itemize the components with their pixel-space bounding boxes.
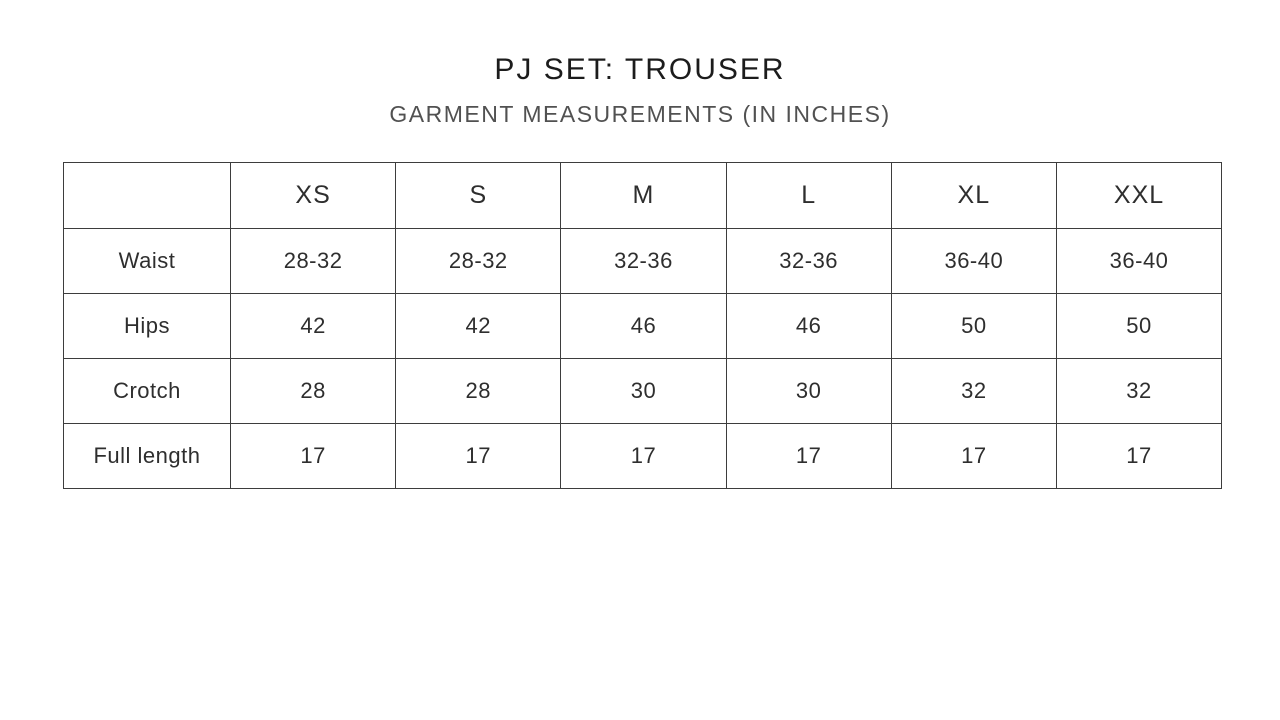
table-row-crotch bbox=[64, 359, 1222, 424]
size-column-header-s: S bbox=[396, 163, 561, 229]
table-row-hips bbox=[64, 294, 1222, 359]
page-subtitle: GARMENT MEASUREMENTS (IN INCHES) bbox=[389, 101, 891, 127]
row-label-crotch: Crotch bbox=[64, 359, 231, 424]
table-cell: 46 bbox=[561, 294, 726, 359]
table-cell: 32 bbox=[1056, 359, 1221, 424]
page-title: PJ SET: TROUSER bbox=[494, 53, 786, 86]
corner-cell bbox=[64, 163, 231, 229]
table-cell: 17 bbox=[561, 424, 726, 489]
table-cell: 30 bbox=[561, 359, 726, 424]
table-cell: 42 bbox=[231, 294, 396, 359]
row-label-hips: Hips bbox=[64, 294, 231, 359]
table-cell: 36-40 bbox=[1056, 229, 1221, 294]
row-label-full-length: Full length bbox=[64, 424, 231, 489]
table-cell: 32-36 bbox=[561, 229, 726, 294]
table-cell: 36-40 bbox=[891, 229, 1056, 294]
size-column-header-xxl: XXL bbox=[1056, 163, 1221, 229]
table-row-full-length bbox=[64, 424, 1222, 489]
table-header-row bbox=[64, 163, 1222, 229]
table-cell: 42 bbox=[396, 294, 561, 359]
table-cell: 17 bbox=[726, 424, 891, 489]
size-column-header-m: M bbox=[561, 163, 726, 229]
size-column-header-xl: XL bbox=[891, 163, 1056, 229]
table-cell: 28 bbox=[396, 359, 561, 424]
table-cell: 32-36 bbox=[726, 229, 891, 294]
table-cell: 30 bbox=[726, 359, 891, 424]
table-cell: 50 bbox=[1056, 294, 1221, 359]
table-cell: 17 bbox=[396, 424, 561, 489]
table-cell: 28 bbox=[231, 359, 396, 424]
table-cell: 17 bbox=[231, 424, 396, 489]
size-column-header-xs: XS bbox=[231, 163, 396, 229]
table-cell: 17 bbox=[1056, 424, 1221, 489]
table-cell: 17 bbox=[891, 424, 1056, 489]
size-chart-table bbox=[63, 162, 1222, 489]
table-row-waist bbox=[64, 229, 1222, 294]
table-cell: 32 bbox=[891, 359, 1056, 424]
table-cell: 28-32 bbox=[396, 229, 561, 294]
table-cell: 28-32 bbox=[231, 229, 396, 294]
size-column-header-l: L bbox=[726, 163, 891, 229]
table-cell: 46 bbox=[726, 294, 891, 359]
table-cell: 50 bbox=[891, 294, 1056, 359]
row-label-waist: Waist bbox=[64, 229, 231, 294]
